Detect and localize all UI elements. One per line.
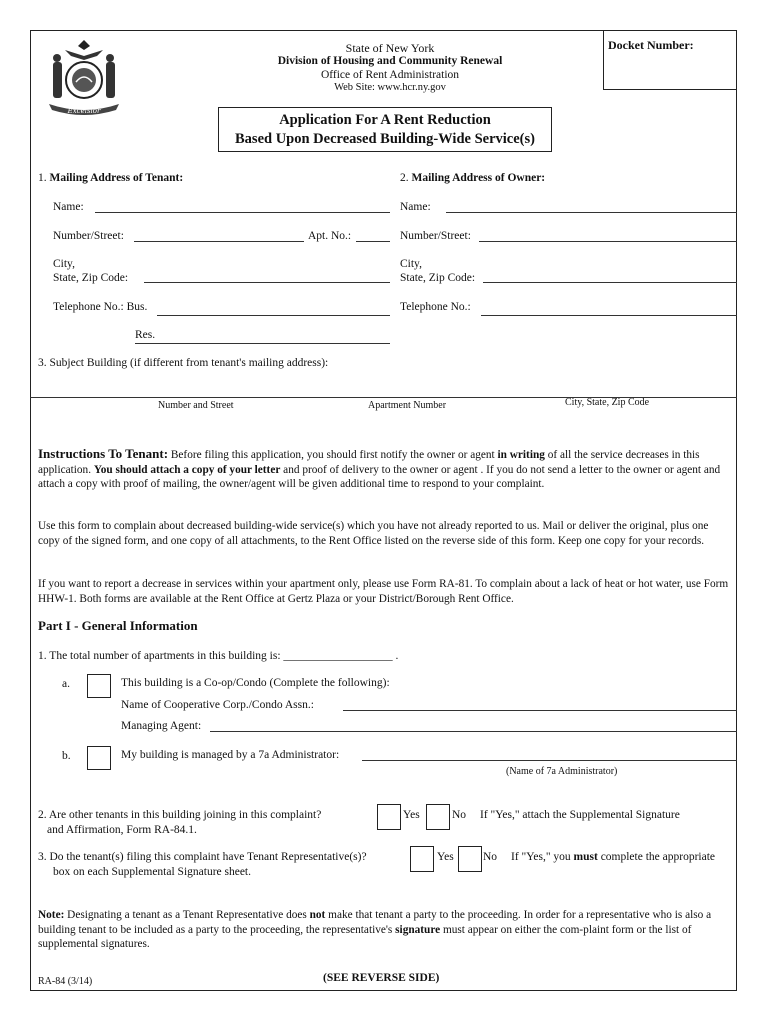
apartment-caption: Apartment Number [368,400,447,411]
section1-heading: 1. Mailing Address of Tenant: [38,172,184,184]
tenant-street-label: Number/Street: [53,230,124,242]
section2-heading: 2. Mailing Address of Owner: [400,172,546,184]
tenant-phone-res-field[interactable] [135,343,390,344]
tenant-street-field[interactable] [134,241,304,242]
coop-condo-checkbox[interactable] [87,674,111,698]
q2-line-1: 2. Are other tenants in this building joining in this complaint? [38,809,322,821]
tenant-state-zip-label: State, Zip Code: [53,272,129,284]
tenant-address-heading: Mailing Address of Tenant: [49,172,184,184]
apartment-count-question: 1. The total number of apartments in this building is: ___________________ . [38,650,399,662]
7a-administrator-field[interactable] [362,760,737,761]
subject-building-heading: 3. Subject Building (if different from tenant's mailing address): [38,357,329,369]
part1-heading: Part I - General Information [38,618,198,633]
q3-note: If "Yes," you must complete the appropriate [511,851,715,863]
q2-note: If "Yes," attach the Supplemental Signature [480,809,680,821]
instructions-heading: Instructions To Tenant: [38,446,169,461]
instructions-paragraph-2: Use this form to complain about decreased building-wide service(s) which you have not already reported to us. Mail or deliver the original, plus one copy of the signed form, and one copy of all attachments, to the Rent Office listed on the reverse side of this form. Keep one copy for your records. [38,520,709,547]
division-name: Division of Housing and Community Renewal [277,55,503,67]
owner-street-label: Number/Street: [400,230,471,242]
7a-administrator-text: My building is managed by a 7a Administrator: [121,749,340,761]
owner-state-zip-label: State, Zip Code: [400,272,476,284]
svg-text:Excelsior: Excelsior [67,107,101,115]
coop-name-field[interactable] [343,710,737,711]
tenant-name-label: Name: [53,201,84,213]
q2-line-2: and Affirmation, Form RA-84.1. [47,824,197,836]
owner-city-label: City, [400,258,422,270]
office-name: Office of Rent Administration [320,69,460,81]
tenant-phone-bus-field[interactable] [157,315,390,316]
street-caption: Number and Street [158,400,234,411]
tenant-city-label: City, [53,258,75,270]
owner-phone-field[interactable] [481,315,737,316]
coop-name-label: Name of Cooperative Corp./Condo Assn.: [121,699,314,711]
owner-street-field[interactable] [479,241,737,242]
tenant-phone-bus-label: Telephone No.: Bus. [53,301,148,313]
q3-no-label: No [483,851,498,863]
q3-line-2: box on each Supplemental Signature sheet. [53,866,252,878]
state-name: State of New York [345,41,435,55]
new-york-state-seal [45,38,123,120]
tenant-phone-res-label: Res. [135,329,156,341]
q3-no-checkbox[interactable] [458,846,482,872]
city-state-zip-caption: City, State, Zip Code [565,397,650,408]
option-b-label: b. [62,750,71,762]
option-a-label: a. [62,678,70,690]
owner-phone-label: Telephone No.: [400,301,471,313]
note-label: Note: [38,909,65,921]
instructions-paragraph-3: If you want to report a decrease in services within your apartment only, please use Form RA-81. To complain about a lack of heat or hot water, use Form HHW-1. Both forms are available at the Rent Office at Gertz Plaza or your District/Borough Rent Office. [38,578,729,605]
7a-administrator-checkbox[interactable] [87,746,111,770]
note-paragraph: Note: Designating a tenant as a Tenant Representative does not make that tenant a party to the proceeding. In order for a representative who is also a building tenant to be included as a party to the proceeding, the representative's signature must appear on either the com-plaint form or the list of supplemental signatures. [38,909,712,951]
tenant-apt-field[interactable] [356,241,390,242]
q2-yes-label: Yes [403,809,420,821]
tenant-name-field[interactable] [95,212,390,213]
q3-yes-checkbox[interactable] [410,846,434,872]
website: Web Site: www.hcr.ny.gov [334,82,446,93]
7a-administrator-caption: (Name of 7a Administrator) [506,766,618,777]
form-title [218,107,552,152]
see-reverse-side: (SEE REVERSE SIDE) [323,972,440,984]
q3-yes-label: Yes [437,851,454,863]
tenant-city-state-zip-field[interactable] [144,282,390,283]
docket-number-label: Docket Number: [608,38,694,52]
docket-number-box[interactable] [603,30,737,90]
managing-agent-label: Managing Agent: [121,720,202,732]
tenant-apt-label: Apt. No.: [308,230,352,242]
form-id: RA-84 (3/14) [38,976,93,987]
q2-no-checkbox[interactable] [426,804,450,830]
instructions-paragraph-1: Instructions To Tenant: Before filing this application, you should first notify the owner or agent in writing of all the service decreases in this application. You should attach a copy of your letter and proof of delivery to the owner or agent . If you do not send a letter to the owner or agent and attach a copy with proof of mailing, the owner/agent will be given additional time to respond to your complaint. [38,446,721,491]
managing-agent-field[interactable] [210,731,737,732]
owner-name-label: Name: [400,201,431,213]
q3-line-1: 3. Do the tenant(s) filing this complaint have Tenant Representative(s)? [38,851,367,863]
title-line-2: Based Upon Decreased Building-Wide Service(s) [235,131,535,147]
q2-no-label: No [452,809,467,821]
title-line-1: Application For A Rent Reduction [279,112,491,128]
owner-city-state-zip-field[interactable] [483,282,737,283]
q2-yes-checkbox[interactable] [377,804,401,830]
coop-condo-text: This building is a Co-op/Condo (Complete the following): [121,677,390,689]
owner-address-heading: Mailing Address of Owner: [411,172,546,184]
owner-name-field[interactable] [446,212,737,213]
